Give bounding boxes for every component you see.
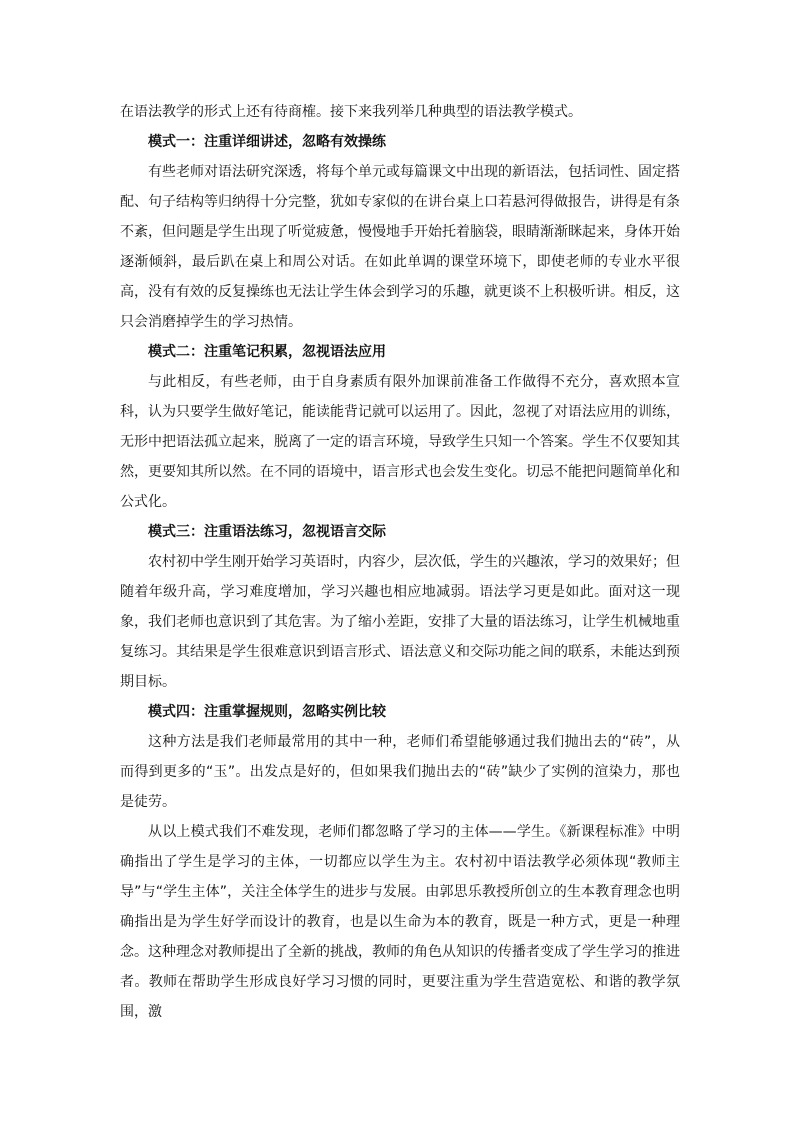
section-body-4: 这种方法是我们老师最常用的其中一种，老师们希望能够通过我们抛出去的“砖”，从而得到更多的“玉”。出发点是好的，但如果我们抛出去的“砖”缺少了实例的渲染力，那也是徒劳。 xyxy=(120,734,680,810)
section-heading-1: 模式一：注重详细讲述，忽略有效操练 xyxy=(148,134,386,150)
section-heading-4: 模式四：注重掌握规则，忽略实例比较 xyxy=(148,704,386,720)
intro-paragraph: 在语法教学的形式上还有待商榷。接下来我列举几种典型的语法教学模式。 xyxy=(120,104,582,120)
section-body-1: 有些老师对语法研究深透，将每个单元或每篇课文中出现的新语法，包括词性、固定搭配、句子结构等归纳得十分完整，犹如专家似的在讲台桌上口若悬河得做报告，讲得是有条不紊，但问题是学生出现了听觉疲惫，慢慢地手开始托着脑袋，眼睛渐渐眯起来，身体开始逐渐倾斜，最后趴在桌上和周公对话。在如此单调的课堂环境下，即使老师的专业水平很高，没有有效的反复操练也无法让学生体会到学习的乐趣，就更谈不上积极听讲。相反，这只会消磨掉学生的学习热情。 xyxy=(120,164,680,330)
section-heading-3: 模式三：注重语法练习，忽视语言交际 xyxy=(148,524,386,540)
section-body-2: 与此相反，有些老师，由于自身素质有限外加课前准备工作做得不充分，喜欢照本宣科，认为只要学生做好笔记，能读能背记就可以运用了。因此，忽视了对语法应用的训练，无形中把语法孤立起来，脱离了一定的语言环境，导致学生只知一个答案。学生不仅要知其然，更要知其所以然。在不同的语境中，语言形式也会发生变化。切忌不能把问题简单化和公式化。 xyxy=(120,374,680,510)
document-page xyxy=(120,97,680,1027)
conclusion-paragraph: 从以上模式我们不难发现，老师们都忽略了学习的主体——学生。《新课程标准》中明确指出了学生是学习的主体，一切都应以学生为主。农村初中语法教学必须体现“教师主导”与“学生主体”，关注全体学生的进步与发展。由郭思乐教授所创立的生本教育理念也明确指出是为学生好学而设计的教育，也是以生命为本的教育，既是一种方式，更是一种理念。这种理念对教师提出了全新的挑战，教师的角色从知识的传播者变成了学生学习的推进者。教师在帮助学生形成良好学习习惯的同时，更要注重为学生营造宽松、和谐的教学氛围，激 xyxy=(120,824,680,1020)
section-heading-2: 模式二：注重笔记积累，忽视语法应用 xyxy=(148,344,386,360)
section-body-3: 农村初中学生刚开始学习英语时，内容少，层次低，学生的兴趣浓，学习的效果好；但随着年级升高，学习难度增加，学习兴趣也相应地减弱。语法学习更是如此。面对这一现象，我们老师也意识到了其危害。为了缩小差距，安排了大量的语法练习，让学生机械地重复练习。其结果是学生很难意识到语言形式、语法意义和交际功能之间的联系，未能达到预期目标。 xyxy=(120,554,680,690)
